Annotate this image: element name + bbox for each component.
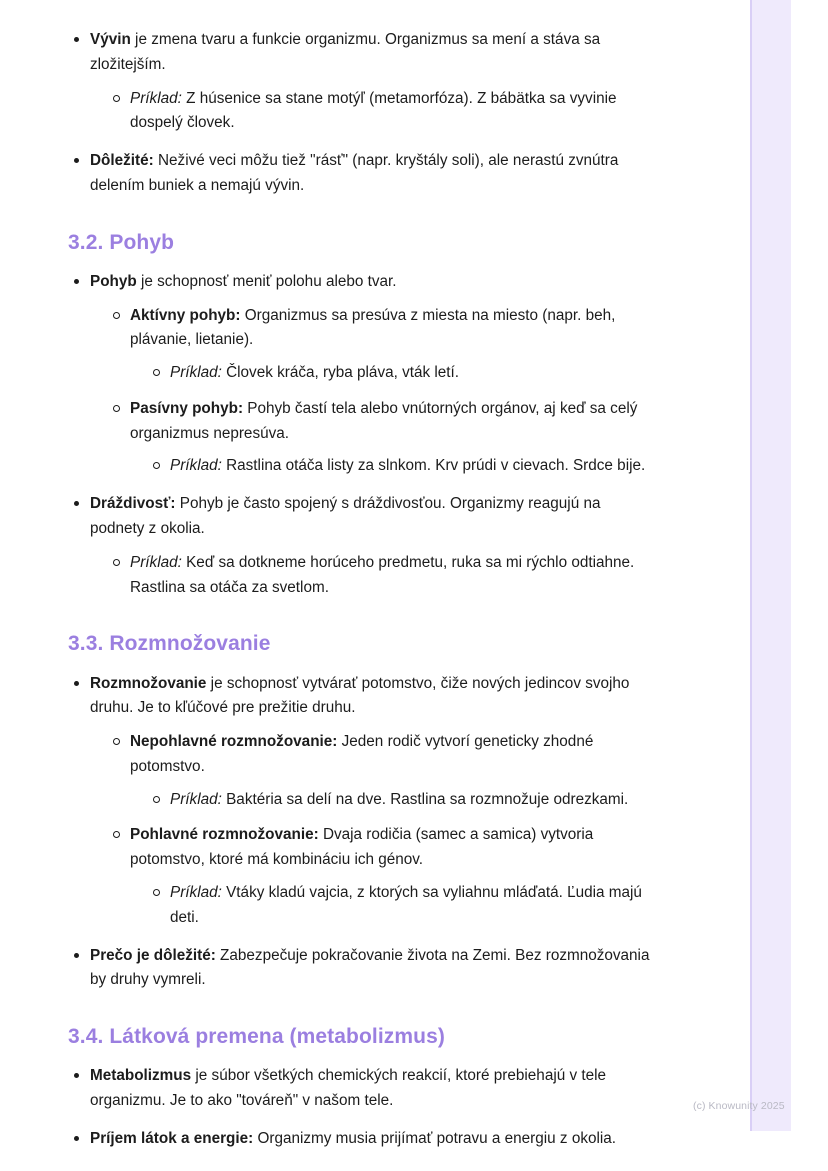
list-item-text: Človek kráča, ryba pláva, vták letí.: [221, 364, 460, 382]
nested-list: [148, 454, 658, 479]
list-item-text: je súbor všetkých chemických reakcií, ktoré prebiehajú v tele organizmu. Je to ako "továreň" v našom tele.: [90, 1067, 607, 1110]
list-item-term: Metabolizmus: [90, 1067, 192, 1085]
list-item: [68, 944, 658, 994]
list-item-term: Pohlavné rozmnožovanie:: [130, 826, 319, 844]
list-item-text: je schopnosť meniť polohu alebo tvar.: [136, 272, 397, 290]
list-item: [108, 87, 658, 137]
list-item-example-label: Príklad:: [130, 89, 182, 107]
list-item-text: Neživé veci môžu tiež "rásť" (napr. kryštály soli), ale nerastú zvnútra delením buniek a nemajú vývin.: [90, 152, 619, 194]
nested-list: [148, 881, 658, 931]
section-heading: 3.2. Pohyb: [68, 230, 175, 254]
nested-list: [108, 551, 658, 601]
list-item: [148, 361, 658, 386]
copyright-footer: (c) Knowunity 2025: [693, 1100, 785, 1112]
list-item: [108, 397, 658, 479]
list-item: [108, 730, 658, 812]
list-item-term: Prečo je dôležité:: [90, 946, 216, 964]
list-item-term: Príjem látok a energie:: [90, 1129, 254, 1147]
list-item-term: Aktívny pohyb:: [130, 306, 241, 324]
document-content: [68, 28, 658, 1165]
list-item: [68, 270, 658, 479]
list-item-text: Vtáky kladú vajcia, z ktorých sa vyliahnu mláďatá. Ľudia majú deti.: [170, 883, 642, 926]
list-item: [148, 788, 658, 813]
list-item: [148, 454, 658, 479]
bullet-list: [68, 1064, 658, 1151]
bullet-list: [68, 672, 658, 993]
list-item-text: Keď sa dotkneme horúceho predmetu, ruka sa mi rýchlo odtiahne. Rastlina sa otáča za svetlom.: [130, 553, 635, 596]
list-item-term: Dráždivosť:: [90, 495, 176, 513]
list-item-example-label: Príklad:: [170, 364, 222, 382]
list-item-term: Nepohlavné rozmnožovanie:: [130, 733, 338, 751]
bullet-list: [68, 28, 658, 199]
list-item-text: Dvaja rodičia (samec a samica) vytvoria potomstvo, ktoré má kombináciu ich génov.: [130, 826, 594, 869]
nested-list: [108, 730, 658, 930]
list-item: [68, 1064, 658, 1114]
nested-list: [148, 361, 658, 386]
section-heading: 3.4. Látková premena (metabolizmus): [68, 1025, 445, 1049]
list-item: [108, 551, 658, 601]
list-item-text: Pohyb je často spojený s dráždivosťou. Organizmy reagujú na podnety z okolia.: [90, 495, 601, 538]
list-item-term: Pasívny pohyb:: [130, 399, 244, 417]
nested-list: [108, 87, 658, 137]
list-item-example-label: Príklad:: [170, 883, 222, 901]
list-item: [68, 492, 658, 600]
list-item: [68, 28, 658, 136]
list-item-text: Baktéria sa delí na dve. Rastlina sa rozmnožuje odrezkami.: [221, 790, 629, 808]
list-item-example-label: Príklad:: [130, 553, 182, 571]
page-accent-strip: [752, 0, 791, 1131]
section-heading: 3.3. Rozmnožovanie: [68, 632, 271, 656]
list-item-text: Z húsenice sa stane motýľ (metamorfóza). Z bábätka sa vyvinie dospelý človek.: [130, 89, 617, 132]
list-item-text: Rastlina otáča listy za slnkom. Krv prúdi v cievach. Srdce bije.: [221, 457, 646, 475]
list-item: [68, 672, 658, 931]
list-item-term: Vývin: [90, 31, 131, 48]
list-item-text: Zabezpečuje pokračovanie života na Zemi. Bez rozmnožovania by druhy vymreli.: [90, 946, 650, 989]
list-item: [108, 304, 658, 386]
nested-list: [108, 304, 658, 480]
list-item-text: je zmena tvaru a funkcie organizmu. Organizmus sa mení a stáva sa zložitejším.: [90, 31, 601, 73]
list-item-example-label: Príklad:: [170, 457, 222, 475]
list-item-term: Dôležité:: [90, 152, 154, 170]
list-item: [68, 149, 658, 199]
bullet-list: [68, 270, 658, 600]
list-item: [68, 1127, 658, 1152]
list-item-example-label: Príklad:: [170, 790, 222, 808]
list-item-text: Jeden rodič vytvorí geneticky zhodné potomstvo.: [130, 733, 594, 775]
list-item: [108, 823, 658, 930]
list-item-term: Rozmnožovanie: [90, 674, 207, 692]
list-item-text: Pohyb častí tela alebo vnútorných orgánov, aj keď sa celý organizmus nepresúva.: [130, 399, 638, 442]
list-item-text: Organizmus sa presúva z miesta na miesto (napr. beh, plávanie, lietanie).: [130, 306, 616, 349]
list-item: [148, 881, 658, 931]
list-item-term: Pohyb: [90, 272, 137, 290]
nested-list: [148, 788, 658, 813]
list-item-text: je schopnosť vytvárať potomstvo, čiže nových jedincov svojho druhu. Je to kľúčové pre prežitie druhu.: [90, 674, 630, 717]
list-item-text: Organizmy musia prijímať potravu a energiu z okolia.: [253, 1129, 617, 1147]
